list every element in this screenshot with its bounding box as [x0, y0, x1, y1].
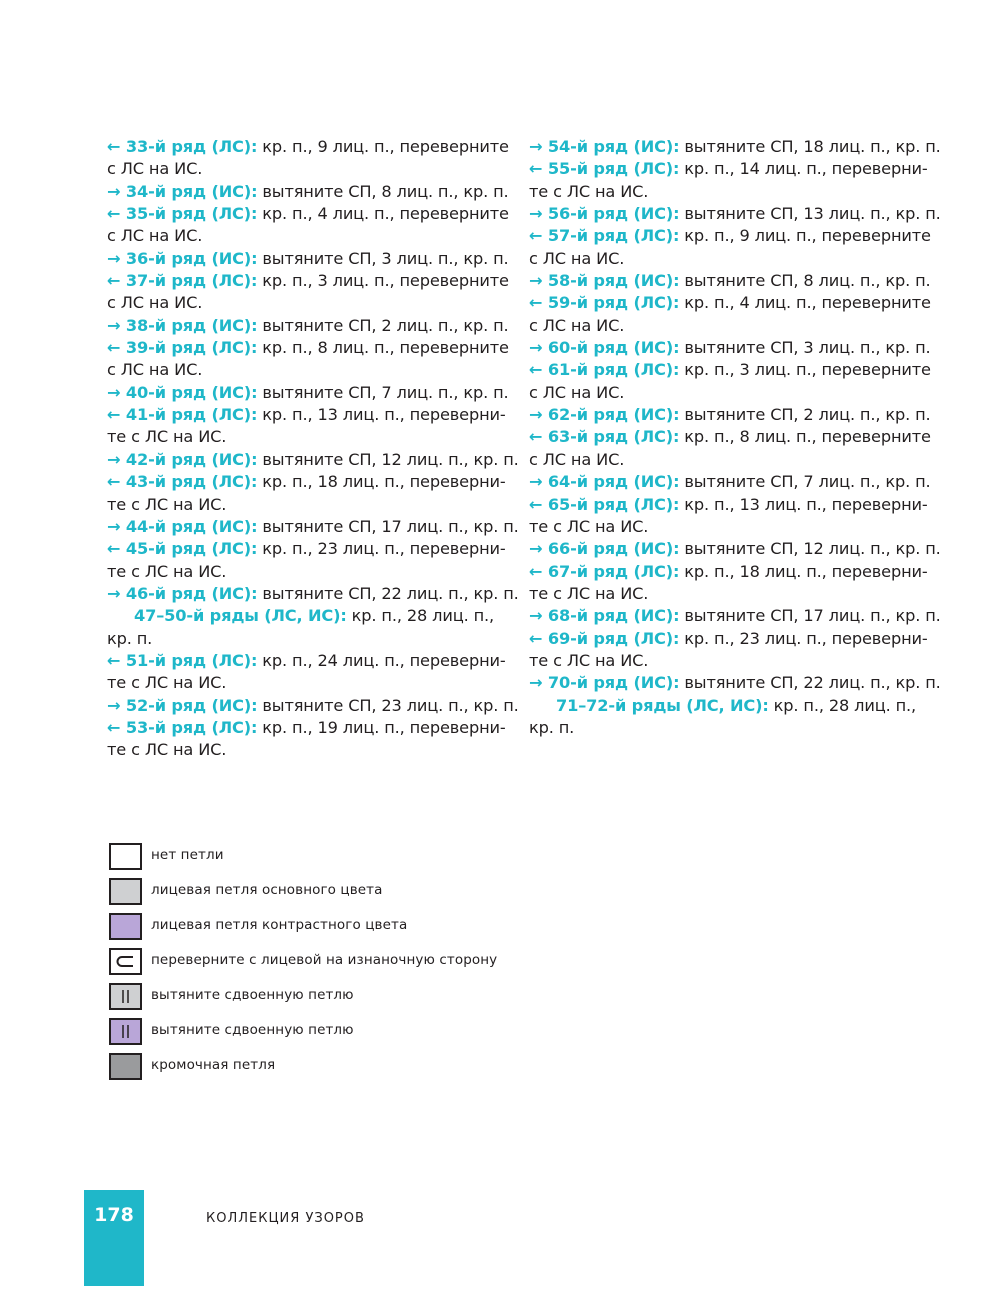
instruction-line: [529, 181, 959, 203]
instruction-line: [107, 538, 517, 560]
row-label: → 40-й ряд (ИС):: [107, 382, 258, 402]
instruction-line: [529, 583, 959, 605]
empty-square-icon: [109, 843, 142, 870]
instruction-line: [107, 270, 517, 292]
row-text: кр. п., 13 лиц. п., переверни-: [679, 494, 928, 514]
row-label: ← 39-й ряд (ЛС):: [107, 338, 258, 358]
row-label: → 68-й ряд (ИС):: [529, 606, 680, 626]
row-text: кр. п., 4 лиц. п., переверните: [679, 293, 931, 313]
row-label: → 36-й ряд (ИС):: [107, 248, 258, 268]
row-text: с ЛС на ИС.: [529, 382, 625, 402]
instruction-line: [107, 605, 517, 627]
row-label: → 70-й ряд (ИС):: [529, 673, 680, 693]
instruction-line: [107, 583, 517, 605]
row-label: → 62-й ряд (ИС):: [529, 405, 680, 425]
instruction-line: [529, 404, 959, 426]
instruction-line: [107, 225, 517, 247]
row-label: → 54-й ряд (ИС):: [529, 137, 680, 156]
instruction-line: [107, 494, 517, 516]
legend-label: вытяните сдвоенную петлю: [151, 1022, 354, 1038]
row-text: вытяните СП, 7 лиц. п., кр. п.: [257, 382, 509, 402]
instruction-line: [529, 225, 959, 247]
row-text: вытяните СП, 7 лиц. п., кр. п.: [679, 472, 931, 492]
instruction-line: [107, 404, 517, 426]
instruction-line: [107, 426, 517, 448]
instruction-line: [107, 650, 517, 672]
row-text: вытяните СП, 8 лиц. п., кр. п.: [257, 181, 509, 201]
instruction-line: [529, 494, 959, 516]
row-text: те с ЛС на ИС.: [107, 740, 227, 760]
row-label: ← 65-й ряд (ЛС):: [529, 494, 680, 514]
row-text: вытяните СП, 22 лиц. п., кр. п.: [679, 673, 941, 693]
instruction-line: [529, 337, 959, 359]
row-label: 47–50-й ряды (ЛС, ИС):: [134, 606, 347, 626]
instruction-line: [107, 382, 517, 404]
row-text: кр. п., 8 лиц. п., переверните: [679, 427, 931, 447]
legend-label: лицевая петля основного цвета: [151, 882, 383, 898]
instruction-line: [107, 561, 517, 583]
row-text: кр. п., 4 лиц. п., переверните: [257, 204, 509, 224]
row-text: с ЛС на ИС.: [107, 226, 203, 246]
row-label: → 34-й ряд (ИС):: [107, 181, 258, 201]
row-label: ← 33-й ряд (ЛС):: [107, 137, 258, 156]
instruction-line: [529, 382, 959, 404]
row-label: ← 69-й ряд (ЛС):: [529, 628, 680, 648]
running-title: КОЛЛЕКЦИЯ УЗОРОВ: [206, 1211, 365, 1226]
instruction-line: [529, 695, 959, 717]
instruction-line: [107, 471, 517, 493]
row-label: → 44-й ряд (ИС):: [107, 516, 258, 536]
instruction-line: [529, 449, 959, 471]
instruction-line: [529, 292, 959, 314]
legend-label: переверните с лицевой на изнаночную сторону: [151, 952, 498, 968]
instruction-line: [529, 672, 959, 694]
row-label: ← 55-й ряд (ЛС):: [529, 159, 680, 179]
legend-label: кромочная петля: [151, 1057, 276, 1073]
row-text: с ЛС на ИС.: [107, 293, 203, 313]
instruction-line: [529, 605, 959, 627]
row-text: кр. п., 3 лиц. п., переверните: [257, 271, 509, 291]
dark-gray-square-icon: [109, 1053, 142, 1080]
row-text: кр. п., 9 лиц. п., переверните: [679, 226, 931, 246]
row-label: ← 57-й ряд (ЛС):: [529, 226, 680, 246]
row-label: → 42-й ряд (ИС):: [107, 449, 258, 469]
instruction-line: [107, 449, 517, 471]
row-text: кр. п.: [529, 717, 575, 737]
row-text: с ЛС на ИС.: [529, 315, 625, 335]
instruction-line: [107, 628, 517, 650]
row-label: ← 35-й ряд (ЛС):: [107, 204, 258, 224]
row-text: вытяните СП, 2 лиц. п., кр. п.: [679, 405, 931, 425]
instruction-line: [529, 717, 959, 739]
row-text: кр. п.: [107, 628, 153, 648]
instruction-line: [107, 248, 517, 270]
row-label: → 60-й ряд (ИС):: [529, 338, 680, 358]
gray-double-line-icon: [109, 983, 142, 1010]
page-number-tab: [84, 1190, 144, 1286]
row-text: вытяните СП, 17 лиц. п., кр. п.: [257, 516, 519, 536]
row-text: кр. п., 18 лиц. п., переверни-: [679, 561, 928, 581]
instruction-line: [529, 650, 959, 672]
instruction-line: [107, 203, 517, 225]
instruction-line: [107, 739, 517, 761]
instruction-line: [107, 695, 517, 717]
row-text: те с ЛС на ИС.: [529, 181, 649, 201]
instructions-left-column: [107, 136, 517, 762]
row-text: те с ЛС на ИС.: [107, 561, 227, 581]
instruction-line: [107, 516, 517, 538]
row-label: → 66-й ряд (ИС):: [529, 539, 680, 559]
instruction-line: [529, 561, 959, 583]
instruction-line: [529, 628, 959, 650]
row-text: кр. п., 13 лиц. п., переверни-: [257, 405, 506, 425]
row-label: ← 63-й ряд (ЛС):: [529, 427, 680, 447]
row-text: вытяните СП, 23 лиц. п., кр. п.: [257, 695, 519, 715]
row-text: вытяните СП, 22 лиц. п., кр. п.: [257, 583, 519, 603]
row-text: с ЛС на ИС.: [107, 159, 203, 179]
instruction-line: [107, 359, 517, 381]
row-text: кр. п., 23 лиц. п., переверни-: [257, 539, 506, 559]
instruction-line: [107, 292, 517, 314]
row-text: вытяните СП, 8 лиц. п., кр. п.: [679, 271, 931, 291]
instruction-line: [107, 672, 517, 694]
row-text: те с ЛС на ИС.: [107, 427, 227, 447]
row-label: ← 59-й ряд (ЛС):: [529, 293, 680, 313]
instruction-line: [529, 516, 959, 538]
gray-square-icon: [109, 878, 142, 905]
instruction-line: [529, 538, 959, 560]
legend-label: вытяните сдвоенную петлю: [151, 987, 354, 1003]
row-label: ← 67-й ряд (ЛС):: [529, 561, 680, 581]
row-text: кр. п., 28 лиц. п.,: [346, 606, 494, 626]
instruction-line: [107, 158, 517, 180]
row-text: кр. п., 9 лиц. п., переверните: [257, 137, 509, 156]
row-label: ← 45-й ряд (ЛС):: [107, 539, 258, 559]
row-text: кр. п., 23 лиц. п., переверни-: [679, 628, 928, 648]
row-text: вытяните СП, 13 лиц. п., кр. п.: [679, 204, 941, 224]
instruction-line: [529, 270, 959, 292]
row-text: кр. п., 8 лиц. п., переверните: [257, 338, 509, 358]
row-text: вытяните СП, 3 лиц. п., кр. п.: [679, 338, 931, 358]
row-text: кр. п., 14 лиц. п., переверни-: [679, 159, 928, 179]
row-label: ← 61-й ряд (ЛС):: [529, 360, 680, 380]
row-text: вытяните СП, 12 лиц. п., кр. п.: [679, 539, 941, 559]
row-text: кр. п., 28 лиц. п.,: [768, 695, 916, 715]
instruction-line: [529, 315, 959, 337]
row-label: → 58-й ряд (ИС):: [529, 271, 680, 291]
row-text: вытяните СП, 3 лиц. п., кр. п.: [257, 248, 509, 268]
row-text: кр. п., 24 лиц. п., переверни-: [257, 650, 506, 670]
row-text: те с ЛС на ИС.: [107, 673, 227, 693]
legend-label: нет петли: [151, 847, 224, 863]
row-label: ← 43-й ряд (ЛС):: [107, 472, 258, 492]
row-label: → 52-й ряд (ИС):: [107, 695, 258, 715]
instruction-line: [107, 315, 517, 337]
row-text: вытяните СП, 12 лиц. п., кр. п.: [257, 449, 519, 469]
row-text: вытяните СП, 17 лиц. п., кр. п.: [679, 606, 941, 626]
row-text: кр. п., 19 лиц. п., переверни-: [257, 717, 506, 737]
row-text: кр. п., 3 лиц. п., переверните: [679, 360, 931, 380]
row-text: с ЛС на ИС.: [107, 360, 203, 380]
row-label: → 56-й ряд (ИС):: [529, 204, 680, 224]
instruction-line: [529, 359, 959, 381]
row-text: вытяните СП, 18 лиц. п., кр. п.: [679, 137, 941, 156]
row-label: ← 41-й ряд (ЛС):: [107, 405, 258, 425]
instruction-line: [529, 248, 959, 270]
row-label: → 64-й ряд (ИС):: [529, 472, 680, 492]
instruction-line: [529, 426, 959, 448]
instruction-line: [107, 136, 517, 158]
instructions-right-column: [529, 136, 959, 739]
purple-square-icon: [109, 913, 142, 940]
row-label: 71–72-й ряды (ЛС, ИС):: [556, 695, 769, 715]
instruction-line: [529, 471, 959, 493]
row-label: ← 37-й ряд (ЛС):: [107, 271, 258, 291]
instruction-line: [107, 337, 517, 359]
row-label: ← 51-й ряд (ЛС):: [107, 650, 258, 670]
row-text: те с ЛС на ИС.: [529, 650, 649, 670]
instruction-line: [529, 136, 959, 158]
row-text: с ЛС на ИС.: [529, 449, 625, 469]
instruction-line: [529, 203, 959, 225]
row-label: → 38-й ряд (ИС):: [107, 315, 258, 335]
row-text: с ЛС на ИС.: [529, 248, 625, 268]
row-text: кр. п., 18 лиц. п., переверни-: [257, 472, 506, 492]
row-text: те с ЛС на ИС.: [529, 516, 649, 536]
instruction-line: [107, 717, 517, 739]
row-label: ← 53-й ряд (ЛС):: [107, 717, 258, 737]
row-text: те с ЛС на ИС.: [529, 583, 649, 603]
row-text: те с ЛС на ИС.: [107, 494, 227, 514]
instruction-line: [529, 158, 959, 180]
purple-double-line-icon: [109, 1018, 142, 1045]
row-label: → 46-й ряд (ИС):: [107, 583, 258, 603]
turn-symbol-icon: [109, 948, 142, 975]
page-number: 178: [94, 1204, 134, 1226]
row-text: вытяните СП, 2 лиц. п., кр. п.: [257, 315, 509, 335]
legend-label: лицевая петля контрастного цвета: [151, 917, 408, 933]
instruction-line: [107, 181, 517, 203]
